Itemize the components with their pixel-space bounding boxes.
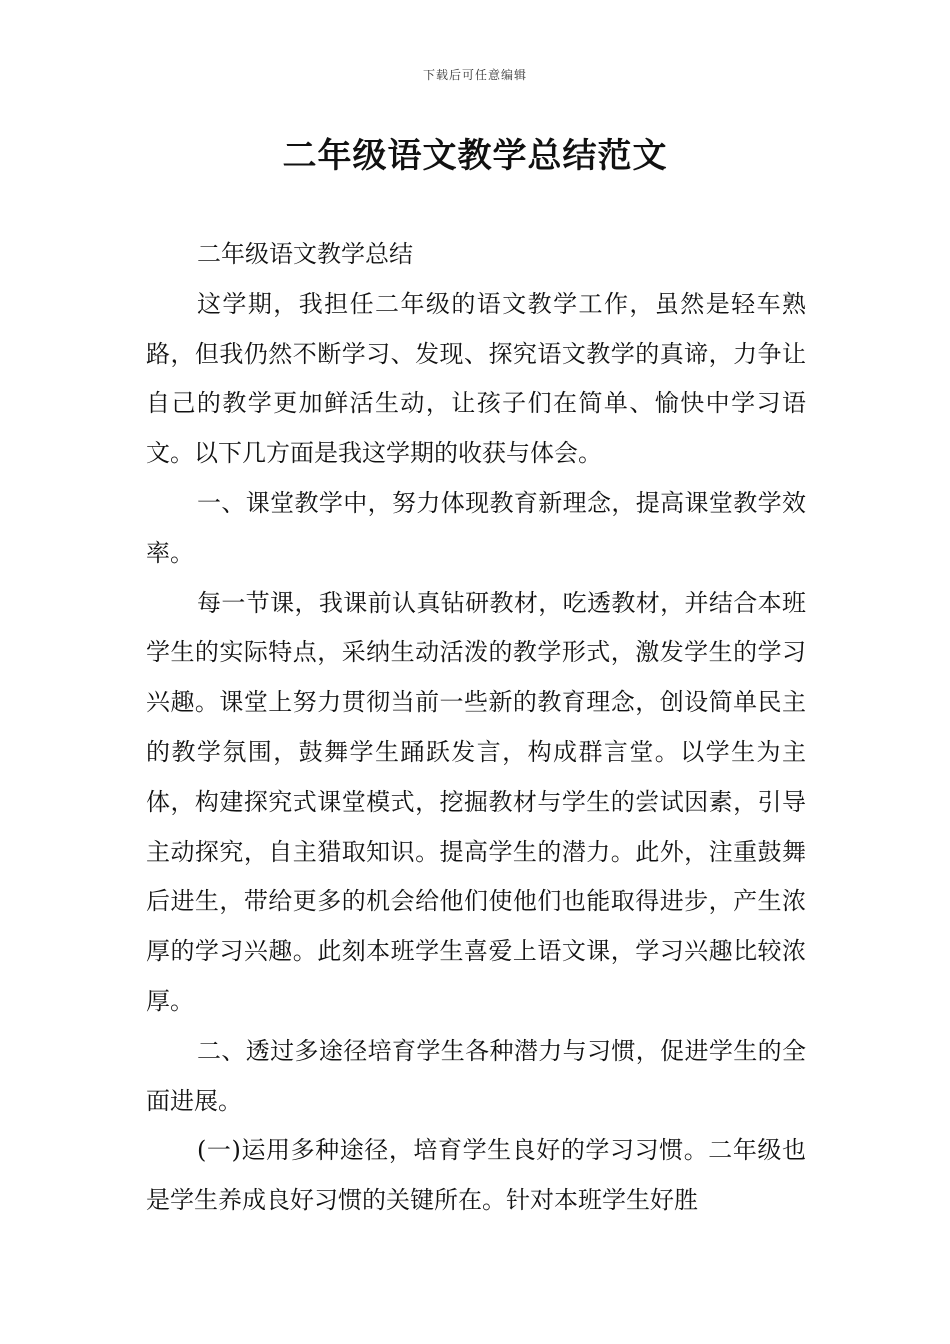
paragraph-section-1-heading: 一、课堂教学中，努力体现教育新理念，提高课堂教学效率。 <box>146 488 806 567</box>
paragraph-section-1-body: 每一节课，我课前认真钻研教材，吃透教材，并结合本班学生的实际特点，采纳生动活泼的教学形式，激发学生的学习兴趣。课堂上努力贯彻当前一些新的教育理念，创设简单民主的教学氛围，鼓舞学生踊跃发言，构成群言堂。以学生为主体，构建探究式课堂模式，挖掘教材与学生的尝试因素，引导主动探究，自主猎取知识。提高学生的潜力。此外，注重鼓舞后进生，带给更多的机会给他们使他们也能取得进步，产生浓厚的学习兴趣。此刻本班学生喜爱上语文课，学习兴趣比较浓厚。 <box>146 588 806 1015</box>
paragraph-intro: 这学期，我担任二年级的语文教学工作，虽然是轻车熟路，但我仍然不断学习、发现、探究语文教学的真谛，力争让自己的教学更加鲜活生动，让孩子们在简单、愉快中学习语文。以下几方面是我这学期的收获与体会。 <box>146 289 806 468</box>
paragraph-subtitle: 二年级语文教学总结 <box>197 240 413 268</box>
paragraph-section-2-heading: 二、透过多途径培育学生各种潜力与习惯，促进学生的全面进展。 <box>146 1036 806 1115</box>
document-title: 二年级语文教学总结范文 <box>282 136 668 176</box>
paragraph-section-2-sub-1: (一)运用多种途径，培育学生良好的学习习惯。二年级也是学生养成良好习惯的关键所在。针对本班学生好胜 <box>146 1136 806 1215</box>
document-body <box>146 230 806 1226</box>
header-note: 下载后可任意编辑 <box>422 68 527 82</box>
